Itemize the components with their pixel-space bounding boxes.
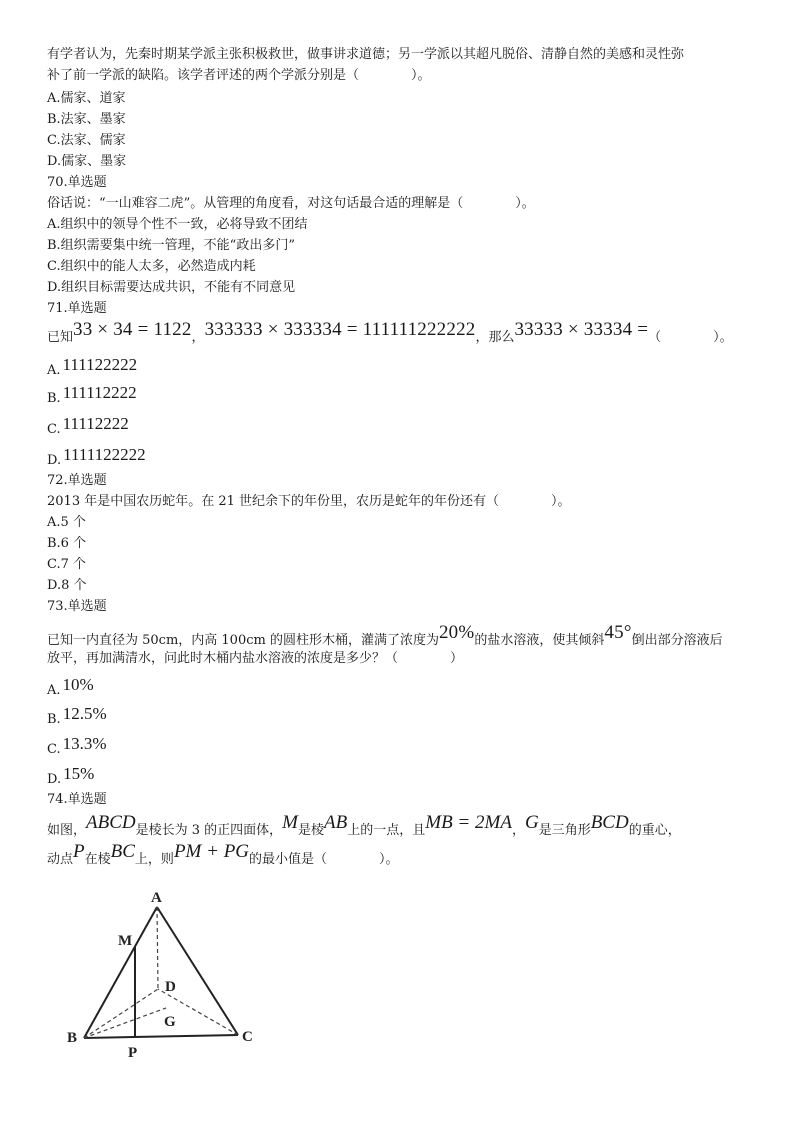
option-letter: A.	[47, 363, 61, 378]
q71-option-d	[47, 445, 146, 470]
q73-option-b	[47, 704, 107, 729]
q74-stem-line-2	[47, 841, 399, 869]
q74-triangle-bcd: BCD	[590, 812, 629, 833]
option-value: 12.5%	[62, 704, 107, 723]
q70-option-c: C.组织中的能人太多，必然造成内耗	[47, 259, 256, 274]
label-m: M	[118, 933, 133, 949]
option-value: 13.3%	[62, 734, 107, 753]
option-value: 111112222	[62, 383, 137, 402]
label-a: A	[151, 890, 162, 906]
q74-expression: PM + PG	[173, 841, 250, 862]
q69-stem-line-2: 补了前一学派的缺陷。该学者评述的两个学派分别是（ ）。	[47, 68, 431, 83]
q74-point-p: P	[73, 841, 85, 862]
q73-concentration: 20%	[438, 622, 475, 643]
option-value: 11112222	[62, 414, 129, 433]
q71-suffix: （ ）。	[648, 330, 733, 345]
q74-text: ，	[511, 823, 525, 838]
q71-equation-2: 333333 × 333334 = 111111222222	[204, 319, 476, 340]
edge-ab	[84, 907, 157, 1038]
label-g: G	[164, 1014, 176, 1030]
q71-mid: ，那么	[475, 330, 515, 345]
option-letter: D.	[47, 772, 62, 787]
q72-stem: 2013 年是中国农历蛇年。在 21 世纪余下的年份里，农历是蛇年的年份还有（ ）。	[47, 494, 571, 509]
q74-text: 是三角形	[538, 823, 591, 838]
q71-prefix: 已知	[47, 330, 74, 345]
q74-text: 的最小值是（ ）。	[249, 852, 399, 867]
q73-option-d	[47, 764, 95, 789]
q71-equation-3: 33333 × 33334 =	[514, 319, 649, 340]
q73-angle: 45°	[604, 622, 632, 643]
q72-option-c: C.7 个	[47, 557, 87, 572]
q74-text: 如图，	[47, 823, 87, 838]
q74-edge-bc: BC	[110, 841, 135, 862]
q70-stem: 俗话说：“一山难容二虎”。从管理的角度看，对这句话最合适的理解是（ ）。	[47, 196, 535, 211]
option-value: 111122222	[62, 355, 138, 374]
q69-stem-line-1: 有学者认为，先秦时期某学派主张积极救世，做事讲求道德；另一学派以其超凡脱俗、清静自然的美感和灵性弥	[47, 47, 685, 62]
segment-bg-hidden	[84, 1008, 166, 1038]
edge-bc	[84, 1035, 238, 1038]
q74-text: 动点	[47, 852, 74, 867]
q70-option-d: D.组织目标需要达成共识，不能有不同意见	[47, 280, 296, 295]
edge-bd-hidden	[84, 989, 158, 1038]
q74-tetrahedron-name: ABCD	[86, 812, 136, 833]
option-letter: A.	[47, 683, 61, 698]
label-c: C	[242, 1029, 253, 1045]
tetrahedron-figure	[60, 885, 270, 1065]
q74-text: 上，则	[134, 852, 174, 867]
q72-option-a: A.5 个	[47, 515, 86, 530]
option-letter: C.	[47, 422, 61, 437]
q74-edge-ab: AB	[324, 812, 348, 833]
q70-header: 70.单选题	[47, 175, 107, 190]
q71-header: 71.单选题	[47, 301, 107, 316]
q71-option-a	[47, 355, 138, 380]
edge-ad-hidden	[157, 907, 158, 989]
option-letter: B.	[47, 391, 61, 406]
q74-header: 74.单选题	[47, 792, 107, 807]
q72-header: 72.单选题	[47, 473, 107, 488]
q74-text: 上的一点，且	[347, 823, 426, 838]
option-letter: B.	[47, 712, 61, 727]
q72-option-d: D.8 个	[47, 578, 87, 593]
q74-text: 是棱	[298, 823, 325, 838]
q71-equation-1: 33 × 34 = 1122	[73, 319, 192, 340]
label-d: D	[165, 979, 176, 995]
q74-point-m: M	[282, 812, 298, 833]
q69-option-a: A.儒家、道家	[47, 91, 126, 106]
q74-point-g: G	[524, 812, 539, 833]
q74-stem-line-1	[47, 812, 681, 840]
q70-option-a: A.组织中的领导个性不一致，必将导致不团结	[47, 217, 308, 232]
q72-option-b: B.6 个	[47, 536, 87, 551]
q71-option-c	[47, 414, 129, 439]
q73-stem-part-3: 倒出部分溶液后	[631, 633, 723, 648]
q69-option-b: B.法家、墨家	[47, 112, 126, 127]
q69-option-c: C.法家、儒家	[47, 133, 126, 148]
q71-stem	[47, 319, 733, 347]
q73-stem-part-2: 的盐水溶液，使其倾斜	[474, 633, 605, 648]
q71-option-b	[47, 383, 137, 408]
q73-header: 73.单选题	[47, 599, 107, 614]
q74-text: 是棱长为 3 的正四面体，	[135, 823, 283, 838]
q73-stem-line-1	[47, 622, 723, 650]
q69-option-d: D.儒家、墨家	[47, 154, 127, 169]
option-value: 1111122222	[63, 445, 146, 464]
q74-text: 的重心，	[628, 823, 681, 838]
q70-option-b: B.组织需要集中统一管理，不能“政出多门”	[47, 238, 295, 253]
label-p: P	[128, 1045, 138, 1061]
option-letter: D.	[47, 453, 62, 468]
option-value: 15%	[63, 764, 95, 783]
q74-text: 在棱	[84, 852, 111, 867]
q73-option-a	[47, 675, 94, 700]
q73-stem-line-2: 放平，再加满清水，问此时木桶内盐水溶液的浓度是多少？（ ）	[47, 651, 464, 666]
q73-option-c	[47, 734, 107, 759]
label-b: B	[67, 1030, 78, 1046]
q74-ratio: MB = 2MA	[425, 812, 512, 833]
q71-separator: ，	[191, 330, 205, 345]
q73-stem-part-1: 已知一内直径为 50cm，内高 100cm 的圆柱形木桶，灌满了浓度为	[47, 633, 439, 648]
option-letter: C.	[47, 742, 61, 757]
option-value: 10%	[62, 675, 94, 694]
